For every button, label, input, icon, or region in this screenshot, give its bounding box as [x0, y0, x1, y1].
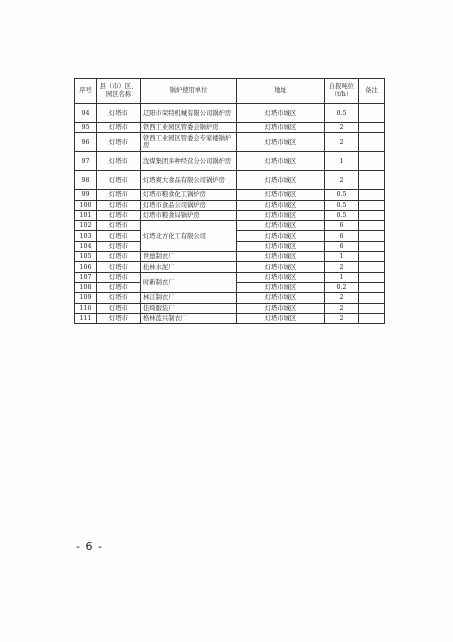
cell-address: 灯塔市城区: [237, 221, 325, 231]
cell-tonnage: 0.2: [325, 282, 359, 292]
table-row: [75, 293, 385, 303]
cell-unit: 灯塔市食品公司锅炉房: [141, 200, 237, 210]
table-row: [75, 221, 385, 231]
cell-district: 灯塔市: [97, 262, 141, 272]
cell-address: 灯塔市城区: [237, 104, 325, 123]
cell-index: 97: [75, 152, 97, 171]
cell-index: 109: [75, 293, 97, 303]
cell-index: 106: [75, 262, 97, 272]
cell-district: 灯塔市: [97, 293, 141, 303]
cell-address: 灯塔市城区: [237, 152, 325, 171]
table-row: [75, 210, 385, 220]
table-row: [75, 262, 385, 272]
cell-district: 灯塔市: [97, 272, 141, 282]
cell-remarks: [359, 123, 385, 133]
table-row: [75, 313, 385, 323]
cell-district: 灯塔市: [97, 200, 141, 210]
cell-unit: 松林水泥厂: [141, 262, 237, 272]
cell-tonnage: 2: [325, 313, 359, 323]
cell-remarks: [359, 252, 385, 262]
cell-tonnage: 0.5: [325, 200, 359, 210]
table-row: [75, 171, 385, 190]
cell-address: 灯塔市城区: [237, 171, 325, 190]
table-row: [75, 104, 385, 123]
cell-unit: 铁西工业园区管委会锅炉房: [141, 123, 237, 133]
cell-district: 灯塔市: [97, 231, 141, 241]
table-row: [75, 190, 385, 200]
cell-district: 灯塔市: [97, 133, 141, 152]
cell-unit: 沈煤集团多种经营分公司锅炉房: [141, 152, 237, 171]
cell-unit: 时新制衣厂: [141, 272, 237, 293]
cell-remarks: [359, 190, 385, 200]
cell-district: 灯塔市: [97, 190, 141, 200]
cell-address: 灯塔市城区: [237, 313, 325, 323]
cell-district: 灯塔市: [97, 171, 141, 190]
table-row: [75, 133, 385, 152]
cell-index: 108: [75, 282, 97, 292]
cell-index: 104: [75, 241, 97, 251]
cell-remarks: [359, 133, 385, 152]
cell-district: 灯塔市: [97, 210, 141, 220]
cell-unit: 格林蓝兴制衣厂: [141, 313, 237, 323]
cell-remarks: [359, 293, 385, 303]
cell-tonnage: 6: [325, 231, 359, 241]
cell-district: 灯塔市: [97, 252, 141, 262]
page-number: - 6 -: [76, 540, 103, 553]
cell-remarks: [359, 210, 385, 220]
cell-unit: 灯塔爽大食品有限公司锅炉房: [141, 171, 237, 190]
cell-tonnage: 2: [325, 133, 359, 152]
cell-tonnage: 2: [325, 303, 359, 313]
cell-tonnage: 2: [325, 123, 359, 133]
cell-index: 95: [75, 123, 97, 133]
cell-remarks: [359, 104, 385, 123]
cell-remarks: [359, 272, 385, 282]
cell-unit: 灯塔市粮食局锅炉房: [141, 210, 237, 220]
cell-tonnage: 2: [325, 262, 359, 272]
cell-index: 98: [75, 171, 97, 190]
cell-index: 105: [75, 252, 97, 262]
table-row: [75, 123, 385, 133]
boiler-table: [74, 78, 385, 324]
cell-remarks: [359, 171, 385, 190]
cell-index: 102: [75, 221, 97, 231]
cell-address: 灯塔市城区: [237, 231, 325, 241]
cell-remarks: [359, 200, 385, 210]
header-district: 县（市）区、园区名称: [97, 79, 141, 104]
header-tonnage: 自报吨位（t/h）: [325, 79, 359, 104]
table-header-row: [75, 79, 385, 104]
cell-district: 灯塔市: [97, 123, 141, 133]
cell-address: 灯塔市城区: [237, 282, 325, 292]
header-unit: 锅炉使用单位: [141, 79, 237, 104]
cell-address: 灯塔市城区: [237, 210, 325, 220]
cell-address: 灯塔市城区: [237, 133, 325, 152]
cell-index: 100: [75, 200, 97, 210]
cell-tonnage: 0.5: [325, 104, 359, 123]
cell-tonnage: 1: [325, 152, 359, 171]
cell-unit: 林江制衣厂: [141, 293, 237, 303]
table-row: [75, 272, 385, 282]
cell-index: 110: [75, 303, 97, 313]
cell-tonnage: 2: [325, 171, 359, 190]
cell-unit: 灯塔北方化工有限公司: [141, 221, 237, 252]
cell-remarks: [359, 231, 385, 241]
cell-index: 101: [75, 210, 97, 220]
cell-tonnage: 1: [325, 252, 359, 262]
cell-index: 103: [75, 231, 97, 241]
cell-address: 灯塔市城区: [237, 123, 325, 133]
cell-remarks: [359, 303, 385, 313]
cell-index: 96: [75, 133, 97, 152]
header-remarks: 备注: [359, 79, 385, 104]
cell-address: 灯塔市城区: [237, 241, 325, 251]
cell-address: 灯塔市城区: [237, 303, 325, 313]
cell-district: 灯塔市: [97, 221, 141, 231]
cell-district: 灯塔市: [97, 303, 141, 313]
cell-unit: 铁西工业园区管委会专家楼锅炉房: [141, 133, 237, 152]
header-address: 地址: [237, 79, 325, 104]
cell-remarks: [359, 241, 385, 251]
cell-address: 灯塔市城区: [237, 262, 325, 272]
cell-index: 99: [75, 190, 97, 200]
table-row: [75, 200, 385, 210]
cell-address: 灯塔市城区: [237, 252, 325, 262]
table-row: [75, 252, 385, 262]
cell-district: 灯塔市: [97, 241, 141, 251]
cell-remarks: [359, 313, 385, 323]
cell-index: 111: [75, 313, 97, 323]
cell-unit: 辽阳市荣特机械有限公司锅炉房: [141, 104, 237, 123]
cell-tonnage: 0.5: [325, 190, 359, 200]
cell-tonnage: 6: [325, 221, 359, 231]
cell-index: 107: [75, 272, 97, 282]
cell-unit: 灯塔市粮食化工锅炉房: [141, 190, 237, 200]
cell-tonnage: 0.5: [325, 210, 359, 220]
cell-address: 灯塔市城区: [237, 190, 325, 200]
header-index: 序号: [75, 79, 97, 104]
cell-tonnage: 1: [325, 272, 359, 282]
cell-remarks: [359, 221, 385, 231]
table-row: [75, 303, 385, 313]
cell-remarks: [359, 282, 385, 292]
cell-remarks: [359, 262, 385, 272]
cell-address: 灯塔市城区: [237, 293, 325, 303]
cell-unit: 佳绮服装厂: [141, 303, 237, 313]
cell-district: 灯塔市: [97, 152, 141, 171]
cell-tonnage: 6: [325, 241, 359, 251]
cell-address: 灯塔市城区: [237, 272, 325, 282]
cell-remarks: [359, 152, 385, 171]
cell-index: 94: [75, 104, 97, 123]
cell-district: 灯塔市: [97, 282, 141, 292]
table-row: [75, 152, 385, 171]
cell-unit: 世德制衣厂: [141, 252, 237, 262]
cell-district: 灯塔市: [97, 104, 141, 123]
cell-district: 灯塔市: [97, 313, 141, 323]
cell-tonnage: 2: [325, 293, 359, 303]
cell-address: 灯塔市城区: [237, 200, 325, 210]
